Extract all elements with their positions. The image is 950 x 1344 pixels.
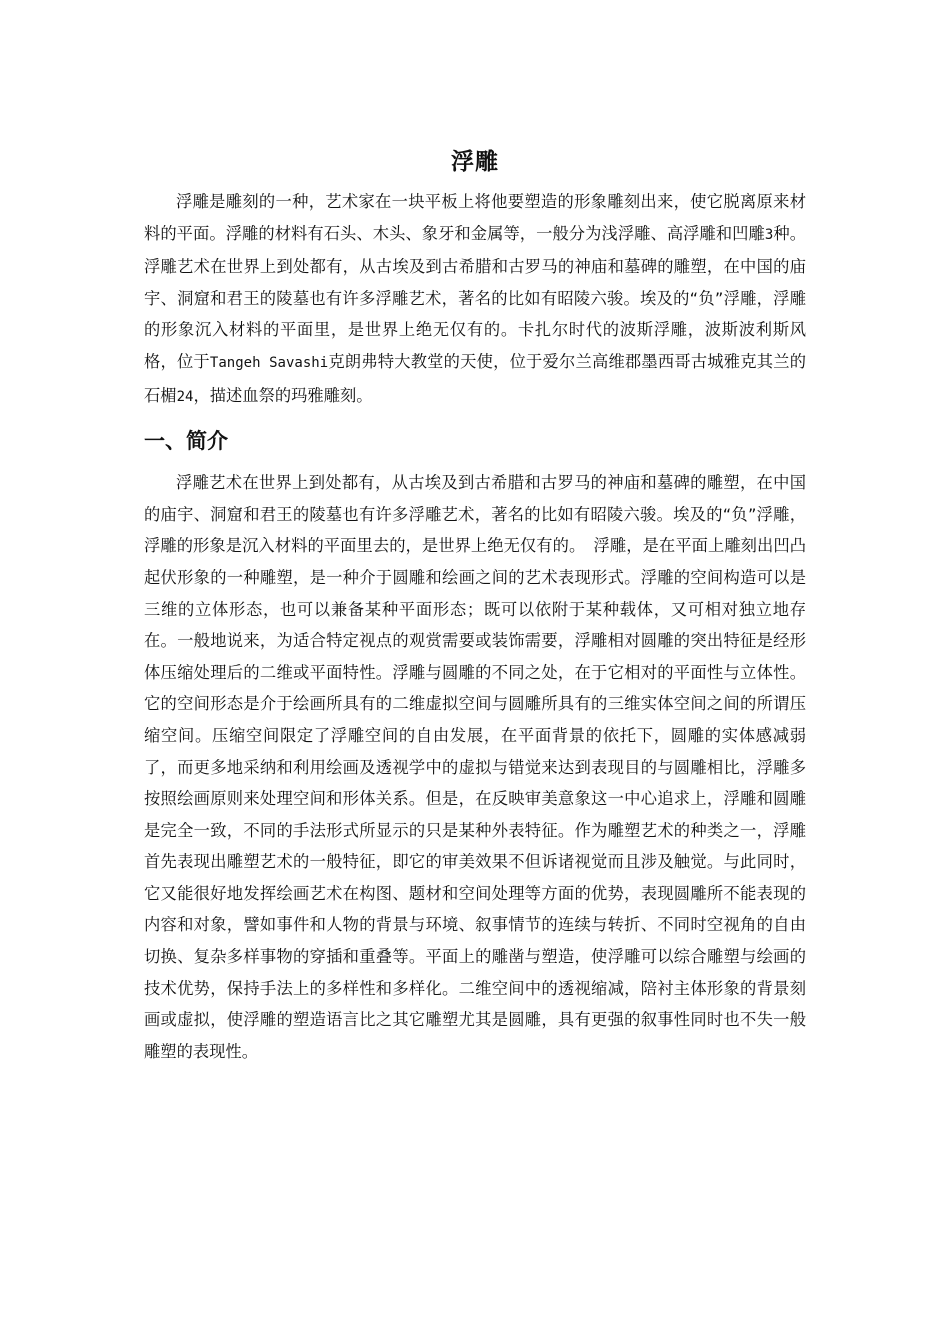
intro-number-24: 24 bbox=[176, 388, 194, 405]
intro-text-3: 克朗弗特大教堂的天使，位于爱尔兰高维郡墨西哥古城雅克其兰的石楣 bbox=[144, 351, 806, 405]
section-body-paragraph: 浮雕艺术在世界上到处都有，从古埃及到古希腊和古罗马的神庙和墓碑的雕塑，在中国的庙宇、洞窟和君王的陵墓也有许多浮雕艺术，著名的比如有昭陵六骏。埃及的“负”浮雕，浮雕的形象是沉入材料的平面里去的，是世界上绝无仅有的。 浮雕，是在平面上雕刻出凹凸起伏形象的一种雕塑，是一种介于圆雕和绘画之间的艺术表现形式。浮雕的空间构造可以是三维的立体形态，也可以兼备某种平面形态；既可以依附于某种载体，又可相对独立地存在。一般地说来，为适合特定视点的观赏需要或装饰需要，浮雕相对圆雕的突出特征是经形体压缩处理后的二维或平面特性。浮雕与圆雕的不同之处，在于它相对的平面性与立体性。它的空间形态是介于绘画所具有的二维虚拟空间与圆雕所具有的三维实体空间之间的所谓压缩空间。压缩空间限定了浮雕空间的自由发展，在平面背景的依托下，圆雕的实体感减弱了，而更多地采纳和利用绘画及透视学中的虚拟与错觉来达到表现目的与圆雕相比，浮雕多按照绘画原则来处理空间和形体关系。但是，在反映审美意象这一中心追求上，浮雕和圆雕是完全一致，不同的手法形式所显示的只是某种外表特征。作为雕塑艺术的种类之一，浮雕首先表现出雕塑艺术的一般特征，即它的审美效果不但诉诸视觉而且涉及触觉。与此同时，它又能很好地发挥绘画艺术在构图、题材和空间处理等方面的优势，表现圆雕所不能表现的内容和对象，譬如事件和人物的背景与环境、叙事情节的连续与转折、不同时空视角的自由切换、复杂多样事物的穿插和重叠等。平面上的雕凿与塑造，使浮雕可以综合雕塑与绘画的技术优势，保持手法上的多样性和多样化。二维空间中的透视缩减，陪衬主体形象的背景刻画或虚拟，使浮雕的塑造语言比之其它雕塑尤其是圆雕，具有更强的叙事性同时也不失一般雕塑的表现性。 bbox=[144, 473, 806, 1061]
intro-text-1: 浮雕是雕刻的一种，艺术家在一块平板上将他要塑造的形象雕刻出来，使它脱离原来材料的平面。浮雕的材料有石头、木头、象牙和金属等，一般分为浅浮雕、高浮雕和凹雕 bbox=[144, 192, 806, 243]
intro-text-2: 种。浮雕艺术在世界上到处都有，从古埃及到古希腊和古罗马的神庙和墓碑的雕塑，在中国的庙宇、洞窟和君王的陵墓也有许多浮雕艺术，著名的比如有昭陵六骏。埃及的“负”浮雕，浮雕的形象沉入材料的平面里，是世界上绝无仅有的。卡扎尔时代的波斯浮雕，波斯波利斯风格，位于 bbox=[144, 223, 806, 371]
intro-text-4: ，描述血祭的玛雅雕刻。 bbox=[193, 385, 373, 405]
intro-paragraph bbox=[144, 186, 806, 413]
intro-number-3: 3 bbox=[764, 226, 774, 243]
section-heading-intro: 一、简介 bbox=[144, 429, 228, 454]
document-page bbox=[144, 140, 806, 1067]
document-title: 浮雕 bbox=[451, 149, 499, 175]
intro-place-name: Tangeh Savashi bbox=[209, 354, 329, 371]
